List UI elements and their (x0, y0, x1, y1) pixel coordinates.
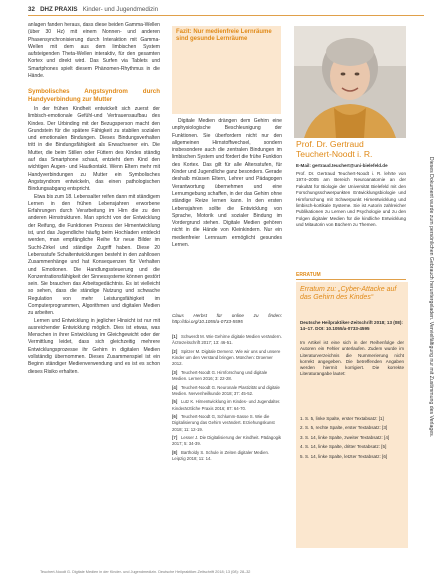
erratum-list-item: 2. S. 5, rechte Spalte, erster Textabsatz: [3] (300, 425, 388, 431)
conclusion-box (172, 26, 281, 114)
erratum-citation: Deutsche Heilpraktiker-Zeitschrift 2018; 13 (08): 14–17. DOI: 10.1055/a-0733-4595 (300, 320, 403, 332)
reference-item (172, 435, 282, 447)
reference-item (172, 450, 282, 462)
reference-number: [6] (172, 414, 178, 420)
article-column-left (28, 22, 160, 562)
reference-number: [2] (172, 348, 178, 354)
reference-item (172, 414, 282, 433)
reference-item (172, 334, 282, 346)
reference-number: [4] (172, 384, 178, 390)
article-column-middle (172, 118, 282, 312)
conclusion-title: Fazit: Nur medienfreie Lernräume sind gesunde Lernräume (176, 29, 272, 43)
reference-text: Spitzer M. Digitale Demenz. Wie wir uns und unsere Kinder um den Verstand bringen. München: Droemer 2012. (172, 348, 281, 367)
erratum-list-item: 4. S. 14, linke Spalte, dritter Textabsatz: [5] (300, 444, 387, 450)
paragraph: Lernen und Entwicklung in jeglicher Hinsicht ist nur mit ausreichender Entwicklung möglich. Dies ist etwas, was Menschen in ihrer Entwicklung im Gleichgewicht oder der Vermittlung leidet, dass sich gleichzeitig mehrere Entwicklungsprozesse ihr Gehirn in digitalen Medien vollständig übernommen. Dieses Zusammenspiel ist ein Beginn ständiger Medienverwendung und es ist es schon dieses Risiko erhalten. (28, 317, 160, 375)
reference-text: Teuchert-Noodt G. Neuronale Plastizität und digitale Medien. Nervenheilkunde 2018; 37: 45-52. (172, 384, 280, 396)
reference-text: Schwerdt M. Wie Gehirne digitale Medien verändern. Ärztezeitschrift 2017; 13: 46-51. (172, 334, 282, 346)
erratum-corrections-list (300, 416, 404, 463)
reference-number: [8] (172, 449, 178, 455)
reference-list (172, 334, 282, 564)
erratum-list-item: 1. S. 5, linke Spalte, erster Textabsatz: [1] (300, 416, 384, 421)
subheading: Symbolisches Angstsyndrom durch Handyverbindung zur Mutter (28, 88, 160, 104)
paragraph: In der frühen Kindheit entwickelt sich zuerst der limbisch-emotionale Gefühl-und Vertrauensaufbau des Kindes. Der Urbinding mit der Bezugsperson macht den Grundstein für die spätere Fähigkeit zu stabilen sozialen und emotionalen Bindungen. Dieses Bindungsverhalten tritt in die Bindungsfähigkeit als Erwachsener ein. Die Mutter, die beim Stillen oder Füttern des Kindes ständig auf das Smartphone schaut, entzieht dem Kind den wichtigen Augen- und Hautkontakt. Wenn Eltern mehr mit Handyverbindungen zu Mutter ein Symbolisches Angstsyndrom entwickeln, das einen pathologischen Bindungsabgang entspricht. (28, 105, 160, 193)
author-name: Prof. Dr. Gertraud Teuchert-Noodt i. R. (296, 139, 373, 159)
reference-text: Lesser J. Die Digitalisierung der Kindheit. Pädagogik 2017; 5: 34-39. (172, 435, 282, 447)
vertical-disclaimer: Dieses Dokument wurde zum persönlichen Gebrauch heruntergeladen. Vervielfältigung nur mit Zustimmung des Verlages. (428, 156, 434, 438)
erratum-label: ERRATUM (296, 272, 321, 278)
erratum-rule (296, 279, 406, 280)
reference-item (172, 385, 282, 397)
author-email: E-Mail: gertraud.teuchert@uni-bielefeld.de (296, 163, 388, 168)
reference-text: Teuchert-Noodt G. Hirnforschung und digitale Medien. Lernen 2016; 3: 22-28. (172, 369, 268, 381)
erratum-title: Erratum zu: „Cyber-Attacke auf das Gehirn des Kindes“ (300, 286, 397, 301)
reference-item (172, 399, 282, 411)
reference-text: Teuchert-Noodt G, Schlumm-Sasse S. Wie die Digitalisierung das Gehirn verändert. Erziehungskunst 2018; 11: 12-19. (172, 414, 275, 432)
page-footer: Teuchert-Noodt G. Digitale Medien in der Kinder- und Jugendmedizin. Deutsche Heilpraktiker-Zeitschrift 2018; 13 (08): 28–32 (40, 570, 251, 574)
section-label: DHZ PRAXIS (40, 6, 78, 13)
header-rule (28, 15, 424, 16)
paragraph: Etwa bis zum 18. Lebensalter reifen dann mit ständigem Lernen in den frühen Lebensjahren erworbene Erfahrungen durch Verarbeitung im Hirn die zu den anderen Hirnstrukturen. Man spricht von der Entwicklung der Reifung, die Funktionen Prozess der Hirnentwicklung ist, und das Jugendliche häufig beim Hochladen entdeckt werden, man empfängliche Reihe für neue Bilder im Sucht-Zirkel und ständige Zugriff haben. Diese 20 Lebensstufe Schaltentwicklungen besteht in den zahllosen Zusammenhänge und hat Konsequenzen für Verhalten und Emotionen. Die Handlungssteuerung und die Konzentrationsfähigkeit der Sinnessysteme können gestört sein. Sie brauchen das Arbeitsgedächtnis. Es ist vielleicht so sehen, dass die ständige Nutzung und schwache Regulation von mehr Leistungsfähigkeit im Computerprogrammen, Algorithmen und digitalen Medien zu arbeiten. (28, 193, 160, 317)
author-photo (294, 26, 406, 138)
erratum-list-item: 3. S. 14, linke Spalte, zweiter Textabsatz: [4] (300, 434, 390, 440)
reference-number: [3] (172, 369, 178, 375)
reference-text: Bartholdy S. Schule in Zeiten digitaler Medien. Leipzig 2018; 11: 14. (172, 449, 270, 462)
reference-number: [1] (172, 334, 178, 339)
portrait-image (294, 26, 406, 138)
online-reference-note: Claus Herbst für online zu finden: http://doi.org/10.1055/a-0733-5595 (172, 313, 282, 325)
paragraph: Digitale Medien drängen dem Gehirn eine unphysiologische Beschleunigung der Funktionen. Sie überfordern nicht nur den allgemeinen Hirnstoffwechsel, sondern insbesondere auch die zentralen Bindungen im limbischen System und fördert die frühe Funktion des Kortex. Das gilt für alle Altersstufen, für Kinder und Jugendliche ganz besonders. Gerade deshalb müssen Eltern, Lehrer und Pädagogen Verantwortung übernehmen und eine Lernumgebung schaffen, in der das Gehirn ohne ständige Reize lernen kann. In den ersten Lebensjahren sollte die Entwicklung von Sprache, Motorik und sozialer Bindung im Vordergrund stehen. Digitale Medien gehören nicht in die Hände von Kleinkindern. Nur ein medienfreier Lernraum ermöglicht gesundes Lernen. (172, 118, 282, 249)
page-number: 32 (28, 6, 35, 13)
reference-number: [5] (172, 399, 178, 405)
subsection-label: Kinder- und Jugendmedizin (82, 6, 159, 13)
erratum-list-item: 5. S. 14, linke Spalte, letzter Textabsatz: [6] (300, 453, 388, 459)
reference-number: [7] (172, 435, 178, 441)
author-bio: Prof. Dr. Gertraud Teuchert-Noodt i. R. lehrte von 1974–2005 am Bereich Neuroanatomie an der Fakultät für Biologie der Universität Bielefeld mit den Forschungsschwerpunkten Entwicklungsbiologie und Hirnforschung mit Schwerpunkt Hirnentwicklung und limbisch-kortikale Systeme. Sie ist Autorin zahlreicher Publikationen zu Lernen und Psychologie und zu den Folgen digitaler Medien für die kindliche Entwicklung und Mitautorin von Büchern zu Themen. (296, 171, 406, 228)
reference-item (172, 349, 282, 368)
erratum-notice: Im Artikel ist eine sich in der Reihenfolge der Autoren ein Fehler unterlaufen. Zudem wurde im Literaturverzeichnis die Nummerierung nicht korrekt angegeben. Die betreffenden Angaben werden hiermit korrigiert. Die korrekte Literaturangabe lautet: (300, 340, 404, 377)
reference-text: Lutz K. Hirnentwicklung im Kindes- und Jugendalter. Kinderärztliche Praxis 2016; 87: 64-70. (172, 399, 281, 411)
reference-item (172, 370, 282, 382)
paragraph: anlagen fanden heraus, dass diese beiden Gamma-Wellen (über 30 Hz) mit einem Nonnen- und anderen Phasensynchronisierung durch Interaktion mit Gamma-Wellen mit dem aus dem limbischen System aufsteigenden Theta-Wellen interaktiv, für den gesamten Kortex und direkt wird. Das Surfen via Tablets und Smartphones spielt diesem Phänomen-Rhythmus in die Hände. (28, 22, 160, 80)
page-header (28, 6, 158, 13)
